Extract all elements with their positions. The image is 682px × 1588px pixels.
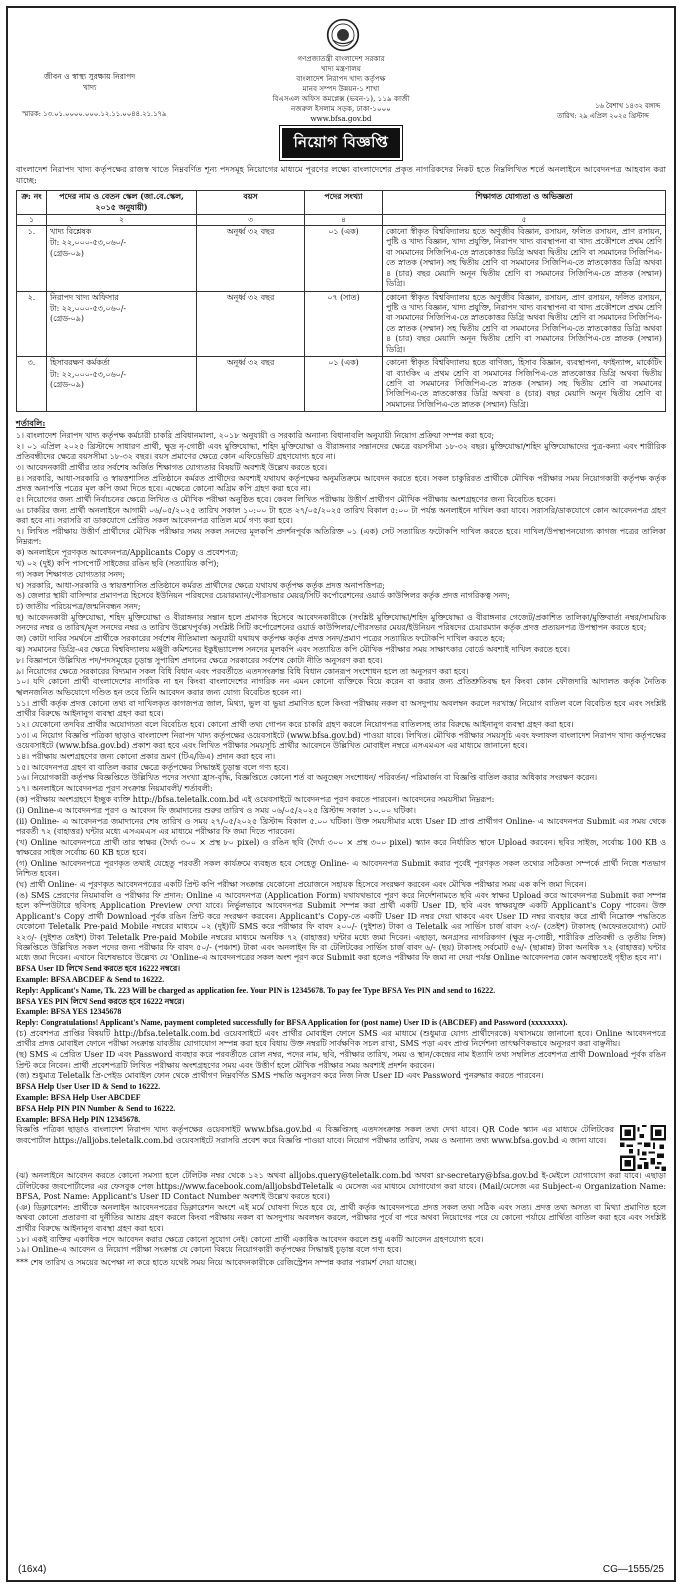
online-rule: (গ) Online আবেদনপত্রে পূরণকৃত তথ্যই যেহেতু পরবর্তী সকল কার্যক্রমে ব্যবহৃত হবে সেহেতু Online- এ আবেদনপত্র Submit করার পূর্বেই পূরণকৃত সকল তথ্যের সঠিকতা সম্পর্কে প্রার্থী নিজে শতভাগ নিশ্চিত হবেন। xyxy=(16,859,666,879)
ad-size: (16x4) xyxy=(18,1563,47,1575)
intro-paragraph: বাংলাদেশ নিরাপদ খাদ্য কর্তৃপক্ষের রাজস্ব খাতে নিম্নবর্ণিত শূন্য পদসমূহ নিয়োগের মাধ্যমে পূরণের লক্ষ্যে বাংলাদেশের প্রকৃত নাগরিকদের নিকট হতে নিম্নলিখিত শর্তে অনলাইনে আবেদনপত্র আহবান করা যাচ্ছে: xyxy=(16,163,666,185)
condition-item: ১০। যদি কোনো প্রার্থী বাংলাদেশের নাগরিক না হন কিংবা বাংলাদেশের নাগরিক নন এমন কোনো ব্যক্তিকে বিয়ে করেন বা করার জন্য প্রতিশ্রুতিবদ্ধ হন কিংবা কোন ফৌজদারি আদালত কর্তৃক নৈতিক স্খলনজনিত অভিযোগে দণ্ডিত হন তবে তিনি আবেদন করার জন্য যোগ্য বিবেচিত হবেন না। xyxy=(16,677,666,697)
government-seal-icon xyxy=(326,18,360,52)
online-rule: (i) Online-এ আবেদনপত্র পূরণ ও আবেদন ফি জমাদানের শুরুর তারিখ ও সময় ০৬/০৫/২০২৫ খ্রিস্টাব্দ সকাল ১০.০০ ঘটিকা। xyxy=(16,805,416,815)
condition-item: ১৪। পরীক্ষায় অংশগ্রহণের জন্য কোনো প্রকার ভ্রমণ (টিএ/ডিএ) প্রদান করা হবে না। xyxy=(16,751,276,761)
col-post: পদের নাম ও বেতন স্কেল (জা.বে.স্কেল, ২০১৫ অনুযায়ী) xyxy=(47,191,197,215)
sms-example: Reply: Congratulations! Applicant's Name, payment completed successfully for BFSA Application for (post name) User ID is (ABCDEF) and Password (xxxxxxxx). xyxy=(16,1018,568,1028)
vacancy-table: ক্র: নং পদের নাম ও বেতন স্কেল (জা.বে.স্কেল, ২০১৫ অনুযায়ী) বয়স পদের সংখ্যা শিক্ষাগত যোগ্যতা ও অভিজ্ঞতা ১ ২ ৩ ৪ ৫ ১. খাদ্য বিশ্লেষক টা: ২২,০০০-৫৩,০৬০/- (গ্রেড-০৯) অনূর্ধ্ব ৩২ বছর ০১ (এক) কোনো স্বীকৃত বিশ্ববিদ্যালয় হতে অণুজীব বিজ্ঞান, রসায়ন, ফলিত রসায়ন, প্রাণ রসায়ন, পুষ্টি ও খাদ্য বিজ্ঞান, খাদ্য প্রযুক্তি, নিরাপদ খাদ্য ব্যবস্থাপনা বা খাদ্য প্রকৌশলে প্রথম শ্রেণি বা সমমানের সিজিপিএ-তে স্নাতকোত্তর ডিগ্রি অথবা দ্বিতীয় শ্রেণি বা সমমানের সিজিপিএ-তে স্নাতক (সম্মান) সহ দ্বিতীয় শ্রেণি বা সমমানের সিজিপিএ-তে স্নাতকোত্তর ডিগ্রি অথবা ৪ (চার) বছর মেয়াদি অনূন দ্বিতীয় শ্রেণি বা সমমানের সিজিপিএ-তে স্নাতক (সম্মান) ডিগ্রি। ২. নিরাপদ খাদ্য অফিসার টা: ২২,০০০-৫৩,০৬০/- (গ্রেড-০৯) অনূর্ধ্ব ৩২ বছর ০৭ (সাত) কোনো স্বীকৃত বিশ্ববিদ্যালয় হতে অণুজীব বিজ্ঞান, রসায়ন, প্রাণ রসায়ন, ফলিত রসায়ন, পুষ্টি ও খাদ্য বিজ্ঞান, খাদ্য প্রযুক্তি, নিরাপদ খাদ্য ব্যবস্থাপনা বা খাদ্য প্রকৌশলে প্রথম শ্রেণি বা সমমানের সিজিপিএ-তে স্নাতকোত্তর ডিগ্রি অথবা দ্বিতীয় শ্রেণি বা সমমানের সিজিপিএ-তে স্নাতক (সম্মান) সহ দ্বিতীয় শ্রেণি বা সমমানের সিজিপিএ-তে স্নাতকোত্তর ডিগ্রি অথবা ৪ (চার) বছর মেয়াদি অনূন দ্বিতীয় শ্রেণি বা সমমানের সিজিপিএ-তে স্নাতক (সম্মান) ডিগ্রি। ৩. হিসাবরক্ষণ কর্মকর্তা টা: ২২,০০০-৫৩,০৬০/- (গ্রেড-০৯) অনূর্ধ্ব ৩২ বছর ০১ (এক) কোনো স্বীকৃত বিশ্ববিদ্যালয় হতে বাণিজ্য, হিসাব বিজ্ঞান, ব্যবস্থাপনা, ফাইন্যান্স, মার্কেটিং বা ব্যাংকিং এ প্রথম শ্রেণি বা সমমানের সিজিপিএ-তে স্নাতকোত্তর ডিগ্রি অথবা দ্বিতীয় শ্রেণি বা সমমানের সিজিপিএ-তে স্নাতক (সম্মান) সহ দ্বিতীয় শ্রেণি বা সমমানের সিজিপিএ-তে স্নাতকোত্তর ডিগ্রি অথবা ৪ (চার) বছর মেয়াদি অনূন দ্বিতীয় শ্রেণি বা সমমানের সিজিপিএ-তে স্নাতক (সম্মান) ডিগ্রি। xyxy=(16,190,666,412)
notice-frame xyxy=(6,6,676,1582)
condition-item: ১২। যেকোনো তদবির প্রার্থীর অযোগ্যতা বলে বিবেচিত হবে। কোনো প্রার্থী তথ্য গোপন করে চাকরি গ্রহণ করলে নিয়োগপত্র বাতিলসহ তার বিরুদ্ধে আইনানুগ ব্যবস্থা গ্রহণ করা হবে। xyxy=(16,719,574,729)
closing-note: *** শেষ তারিখ ও সময়ের অপেক্ষা না করে হাতে যথেষ্ট সময় নিয়ে আবেদনকারীকে রেজিস্ট্রেশন সম্পন্ন করার পরামর্শ দেয়া যাচ্ছে। xyxy=(16,1257,417,1267)
condition-item: ২। ০১ এপ্রিল ২০২৫ খ্রিস্টাব্দে সাধারণ প্রার্থী, ক্ষুদ্র নৃ-গোষ্ঠী এবং মুক্তিযোদ্ধা, শহিদ মুক্তিযোদ্ধা ও বীরাঙ্গনার সন্তানদের ক্ষেত্রে বয়সসীমা ১৮-৩২ বছর। মুক্তিযোদ্ধা/শহিদ মুক্তিযোদ্ধাদের পুত্র-কন্যা এবং শারীরিক প্রতিবন্ধীদের ক্ষেত্রে বয়সসীমা ১৮-৩২ বছর। বয়স প্রমাণের ক্ষেত্রে কোন এফিডেভিট গ্রহণযোগ্য হবে না। xyxy=(16,441,666,462)
conditions-list xyxy=(16,431,666,1268)
condition-item: ১৫। আবেদনপত্র গ্রহণ বা বাতিল করার ক্ষেত্রে কর্তৃপক্ষের সিদ্ধান্তই চূড়ান্ত বলে গণ্য হবে। xyxy=(16,762,289,772)
memo-number: স্মারক: ১৩.০১.০০০০.০০০.১২.১১.০০৪৪.২১.১৭৯ xyxy=(22,110,167,118)
col-count: পদের সংখ্যা xyxy=(305,191,383,215)
condition-item: ১৭। অনলাইনে আবেদনপত্র পূরণ সংক্রান্ত নিয়মাবলী/ শর্তাবলী: xyxy=(16,784,213,794)
notice-date: ১৬ বৈশাখ ১৪৩২ বঙ্গাব্দ তারিখ: ২৯ এপ্রিল ২০২৫ খ্রিস্টাব্দ xyxy=(557,102,660,120)
condition-item: ১। বাংলাদেশ নিরাপদ খাদ্য কর্তৃপক্ষ কর্মচারী চাকরি প্রবিধানমালা, ২০১৮ অনুযায়ী ও সরকারি অন্যান্য বিধানাবলি অনুযায়ী নিয়োগ প্রক্রিয়া সম্পন্ন করা হবে; xyxy=(16,431,494,441)
online-rule: (ঝ) অনলাইনে আবেদন করতে কোনো সমস্যা হলে টেলিটক নম্বর থেকে ১২১ অথবা alljobs.query@teletalk.com.bd অথবা sr-secretary@bfsa.gov.bd ই-মেইলে যোগাযোগ করা যাবে। এছাড়া টেলিটকের জবপোর্টালের এর ফেসবুক পেজ https://www.facebook.com/alljobsbdTeletalk এ মেসেজ এর মাধ্যমে যোগাযোগ করা যাবে। (Mail/মেসেজ এর Subject-এ Organization Name: BFSA, Post Name: Applicant's User ID Contact Number অবশ্যই উল্লেখ করতে হবে।) xyxy=(16,1171,666,1202)
help-example: BFSA Help User User ID & Send to 16222. xyxy=(16,1082,161,1092)
condition-item: ছ) আবেদনকারী মুক্তিযোদ্ধা, শহিদ মুক্তিযোদ্ধা ও বীরাঙ্গনার সন্তান হলে প্রমাণক হিসেবে আবেদনকারীকে (সংশ্লিষ্ট মুক্তিযোদ্ধা/শহিদ মুক্তিযোদ্ধা ও বীরাঙ্গনার গেজেট/প্রকাশিত তালিকা/মুক্তিবার্তা নম্বর/সাময়িক সনদের নম্বর ও তারিখ/মূল সনদের নম্বর ও তারিখ উল্লেখপূর্বক) সংশ্লিষ্ট সিটি কর্পোরেশনের ওয়ার্ড কাউন্সিলর/পৌরসভার মেয়র/ইউনিয়ন পরিষদের চেয়ারম্যান কর্তৃক প্রদত্ত প্রত্যয়নপত্র উপস্থাপন করতে হবে; xyxy=(16,613,666,633)
condition-item: চ) জাতীয় পরিচয়পত্র/জন্মনিবন্ধন সনদ; xyxy=(16,602,141,612)
condition-item: ১৩। এ নিয়োগ বিজ্ঞপ্তি পত্রিকা ছাড়াও বাংলাদেশ নিরাপদ খাদ্য কর্তৃপক্ষের ওয়েবসাইটে (www.bfsa.gov.bd) পাওয়া যাবে। লিখিত। মৌখিক পরীক্ষার সময়সূচি এবং ফলাফল বাংলাদেশ নিরাপদ খাদ্য কর্তৃপক্ষের ওয়েবসাইটে (www.bfsa.gov.bd) প্রকাশ করা হবে এবং লিখিত পরীক্ষার সময়সূচি প্রার্থীর আবেদনে উল্লিখিত মোবাইল নম্বরে এসএমএস এর মাধ্যমে জানানো হবে। xyxy=(16,730,666,751)
condition-item: ১১। প্রার্থী কর্তৃক প্রদত্ত কোনো তথ্য বা দাখিলকৃত কাগজপত্র জাল, মিথ্যা, ভুল বা ভুয়া প্রমাণিত হলে কিংবা পরীক্ষায় নকল বা অসদুপায় অবলম্বন করলে দরখাস্ত/ নিয়োগ বাতিল বলে বিবেচিত হবে এবং সংশ্লিষ্ট প্রার্থীর বিরুদ্ধে আইনানুগ ব্যবস্থা গ্রহণ করা হবে। xyxy=(16,698,666,719)
online-rule: (ছ) SMS এ প্রেরিত User ID এবং Password ব্যবহার করে পরবর্তীতে রোল নম্বর, পদের নাম, ছবি, পরীক্ষার তারিখ, সময় ও স্থান/কেন্দ্রের নাম ইত্যাদি তথ্য সম্বলিত প্রবেশপত্র প্রার্থী Download পূর্বক রঙিন প্রিন্ট করে নিবেন। প্রার্থী প্রবেশপত্রটি লিখিত পরীক্ষায় অংশগ্রহণের সময় এবং উত্তীর্ণ হলে মৌখিক পরীক্ষার সময় অবশ্যই প্রদর্শন করবেন। xyxy=(16,1050,666,1070)
website[interactable]: www.bfsa.gov.bd xyxy=(310,113,372,123)
qr-code-icon[interactable] xyxy=(620,1125,666,1171)
online-rule: (চ) প্রবেশপত্র প্রাপ্তির বিষয়টি http://bfsa.teletalk.com.bd ওয়েবসাইটে এবং প্রার্থীর মোবাইল ফোনে SMS এর মাধ্যমে (শুধুমাত্র যোগ্য প্রার্থীদেরকে) যথাসময়ে জানানো হবে। Online আবেদনপত্রে প্রার্থীর প্রদত্ত মোবাইল ফোনে পরীক্ষা সংক্রান্ত যাবতীয় যোগাযোগ সম্পন্ন করা হবে বিধায় উক্ত নম্বরটি সার্বক্ষণিক সচল রাখা, SMS পড়া এবং প্রাপ্ত নির্দেশনা তাৎক্ষণিকভাবে অনুসরণ করা বাঞ্ছনীয়। xyxy=(16,1029,666,1049)
help-example: Example: BFSA Help User ABCDEF xyxy=(16,1093,141,1103)
condition-item: ১৬। নিয়োগকারী কর্তৃপক্ষ বিজ্ঞপ্তিতে উল্লিখিত পদের সংখ্যা হ্রাস-বৃদ্ধি, বিজ্ঞপ্তিতে কোনো শর্ত বা অনুচ্ছেদ সংশোধন/ পরিবর্তন/ পরিমার্জন বা বিজ্ঞপ্তি বাতিল করার অধিকার সংরক্ষণ করেন। xyxy=(16,773,598,783)
sms-example: BFSA User ID লিখে Send করতে হবে 16222 নম্বরে। xyxy=(16,964,181,974)
ad-code: CG—1555/25 xyxy=(602,1563,664,1575)
condition-item: খ) ০২ (দুই) কপি পাসপোর্ট সাইজের রঙিন ছবি (সত্যায়িত কপি); xyxy=(16,559,219,569)
condition-item: ৪। সরকারি, আধা-সরকারি ও স্বায়ত্তশাসিত প্রতিষ্ঠানে কর্মরত প্রার্থীদের অবশ্যই যথাযথ কর্তৃপক্ষের অনুমতিক্রমে আবেদন করতে হবে। সকল চাকুরিরত প্রার্থীকে মৌখিক পরীক্ষার সময় নিয়োগকারী কর্তৃপক্ষ কর্তৃক প্রদত্ত অনাপত্তি পত্রের মূল কপি জমা দিতে হবে। এক্ষেত্রে কোনো অগ্রিম কপি গ্রহণ করা হবে না। xyxy=(16,473,666,494)
sms-example: Reply: Applicant's Name, Tk. 223 Will be charged as application fee. Your PIN is 12345678. To pay fee Type BFSA Yes PIN and send to 16222. xyxy=(16,985,496,995)
condition-item: গ) সকল শিক্ষাগত যোগ্যতার সনদ; xyxy=(16,569,126,579)
condition-item: ক) অনলাইনে পূরণকৃত আবেদনপত্র/Applicants Copy ও প্রবেশপত্র; xyxy=(16,548,239,558)
condition-item: ঘ) সরকারি, আধা-সরকারি ও স্বায়ত্তশাসিত প্রতিষ্ঠানে কর্মরত প্রার্থীদের ক্ষেত্রে যথাযথ কর্তৃপক্ষ কর্তৃক প্রদত্ত অনাপত্তিপত্র; xyxy=(16,580,385,590)
online-rule: (ঞ) ডিক্লারেশন: প্রার্থীকে অনলাইন আবেদনপত্রের ডিক্লারেশন অংশে এই মর্মে ঘোষণা দিতে হবে যে, প্রার্থী কর্তৃক আবেদনপত্রে প্রদত্ত সকল তথ্য সঠিক এবং সত্য। প্রদত্ত তথ্য অসত্য বা মিথ্যা প্রমাণিত হলে অথবা কোনো প্রতারণা বা দুর্নীতির আশ্রয় গ্রহণ করলে কিংবা পরীক্ষায় নকল বা অসদুপায় অবলম্বন করলে, পরীক্ষার পূর্বে বা পরে অথবা নিয়োগের পরে যে কোনো পর্যায়ে প্রার্থিতা বাতিল করা হবে এবং সংশ্লিষ্ট প্রার্থীর বিরুদ্ধে আইনানুগ ব্যবস্থা গ্রহণ করা হবে। xyxy=(16,1203,666,1233)
condition-item: ১৯। Online-এ আবেদন ও নিয়োগ পরীক্ষা সংক্রান্ত যে কোনো বিষয়ে নিয়োগকারী কর্তৃপক্ষের সিদ্ধান্তই চূড়ান্ত বলে গণ্য হবে। xyxy=(16,1245,402,1255)
help-example: BFSA Help PIN PIN Number & Send to 16222. xyxy=(16,1103,176,1113)
condition-item: ৮। বিজ্ঞাপনে উল্লিখিত পদ/পদসমূহের চূড়ান্ত সুপারিশ প্রদানের ক্ষেত্রে সরকারের সর্বশেষ কোটা নীতি অনুসরণ করা হবে। xyxy=(16,655,383,665)
col-qualification: শিক্ষাগত যোগ্যতা ও অভিজ্ঞতা xyxy=(383,191,666,215)
condition-item: ৯। নিয়োগের ক্ষেত্রে সরকারের বিদ্যমান সকল বিধি বিধান এবং পরবর্তীতে এতদসংক্রান্ত বিধি বিধান কোনরূপ সংশোধন হলে তা অনুসরণ করা হবে। xyxy=(16,666,469,676)
col-age: বয়স xyxy=(197,191,305,215)
online-rule: (ঙ) SMS প্রেরণের নিয়মাবলি ও পরীক্ষার ফি প্রদান: Online এ আবেদনপত্র (Application Form) যথাযথভাবে পূরণ করে নির্দেশনামতে ছবি এবং স্বাক্ষর Upload করে আবেদনপত্র Submit করা সম্পন্ন হলে কম্পিউটারে ছবিসহ Application Preview দেখা যাবে। নির্ভুলভাবে আবেদনপত্র Submit সম্পন্ন করা প্রার্থী একটি User ID, ছবি এবং স্বাক্ষরযুক্ত একটি Applicant's Copy পাবেন। উক্ত Applicant's Copy প্রার্থী Download পূর্বক রঙিন প্রিন্ট করে সংরক্ষণ করবেন। Applicant's Copy-তে একটি User ID নম্বর দেয়া থাকবে এবং User ID নম্বর ব্যবহার করে প্রার্থী নিম্নোক্ত পদ্ধতিতে যেকোনো Teletalk Pre-paid Mobile নম্বরের মাধ্যমে ০২ (দুই)টি SMS করে পরীক্ষার ফি বাবদ ২০০/- (দুইশত) টাকা ও Teletalk এর সার্ভিস চার্জ বাবদ ২৩/- (তেইশ) টাকাসহ (অফেরতযোগ্য) মোট ২২৩/- (দুইশত তেইশ) টাকা Teletalk Pre-paid Mobile নম্বরের মাধ্যমে অনধিক ৭২ (বাহাত্তর) ঘন্টার মধ্যে জমা দিবেন। এছাড়া, অনগ্রসর নাগরিকগণ (ক্ষুদ্র নৃ-গোষ্ঠী, শারীরিক প্রতিবন্ধী ও তৃতীয় লিঙ্গ) বিজ্ঞপ্তিতে উল্লিখিত সকল পদের জন্য পরীক্ষার ফি বাবদ ৫০/- (পঞ্চাশ) টাকা এবং অনলাইন ফি বা টেলিটকের সার্ভিস চার্জ বাবদ ৬/- (ছয়) টাকাসহ সর্বমোট ৫৬/- (ছাপ্পান্ন) টাকা অনধিক ৭২ (বাহাত্তর) ঘন্টার মধ্যে জমা দিবেন। এখানে বিশেষভাবে উল্লেখ্য যে 'Online-এ আবেদনপত্রের সকল অংশ পূরণ করে Submit করা হলেও পরীক্ষার ফি জমা না দেয়া পর্যন্ত Online আবেদনপত্র কোন অবস্থাতেই গৃহীত হবে না'। xyxy=(16,891,666,963)
office-address: গণপ্রজাতন্ত্রী বাংলাদেশ সরকার খাদ্য মন্ত্রণালয় বাংলাদেশ নিরাপদ খাদ্য কর্তৃপক্ষ মানব সম্পদ উন্নয়ন-১ শাখা বিএসএল অফিস কমপ্লেক্স (ভবন-১), ১১৯ কাজী নজরুল ইসলাম সড়ক, ঢাকা-১০০০ www.bfsa.gov.bd xyxy=(226,54,456,124)
condition-item: ৭। লিখিত পরীক্ষায় উত্তীর্ণ প্রার্থীদের মৌখিক পরীক্ষার সময় সকল সনদের মূলকপি প্রদর্শনপূর্বক অতিরিক্ত ০১ (এক) সেট সত্যায়িত ফটোকপি দাখিল করতে হবে। দাখিল/উপস্থাপনযোগ্য কাগজ পত্রের তালিকা নিম্নরূপ: xyxy=(16,527,666,547)
sms-example: BFSA YES PIN লিখে Send করতে হবে 16222 নম্বরে। xyxy=(16,996,185,1006)
help-example: Example: BFSA Help PIN 12345678. xyxy=(16,1114,141,1124)
online-rule: (ii) Online- এ আবেদনপত্র জমাদানের শেষ তারিখ ও সময় ২৭/০৫/২০২৫ খ্রিস্টাব্দ বিকাল ৫.০০ ঘটিকা। উক্ত সময়সীমার মধ্যে User ID প্রাপ্ত প্রার্থীগণ Online- এ আবেদনপত্র Submit এর সময় থেকে পরবর্তী ৭২ (বাহাত্তর) ঘন্টার মধ্যে এসএমএস এর মাধ্যমে পরীক্ষার ফি জমা দিতে পারবেন। xyxy=(16,816,666,837)
footer xyxy=(18,1563,664,1576)
condition-item: ৩। আবেদনকারী প্রার্থীর তার সর্বশেষ অর্জিত শিক্ষাগত যোগ্যতার বিষয়টি অবশ্যই উল্লেখ করতে হবে। xyxy=(16,463,328,473)
condition-item: জ) কোটা দাবির সমর্থনে প্রার্থীকে সরকারের সর্বশেষ নীতিমালা অনুযায়ী যথাযথ কর্তৃপক্ষ কর্তৃক প্রদত্ত সনদ/প্রমাণ পত্রের সত্যায়িত ফটোকপি দাখিল করতে হবে; xyxy=(16,634,506,644)
table-row: ১. খাদ্য বিশ্লেষক টা: ২২,০০০-৫৩,০৬০/- (গ্রেড-০৯) অনূর্ধ্ব ৩২ বছর ০১ (এক) কোনো স্বীকৃত বিশ্ববিদ্যালয় হতে অণুজীব বিজ্ঞান, রসায়ন, ফলিত রসায়ন, প্রাণ রসায়ন, পুষ্টি ও খাদ্য বিজ্ঞান, খাদ্য প্রযুক্তি, নিরাপদ খাদ্য ব্যবস্থাপনা বা খাদ্য প্রকৌশলে প্রথম শ্রেণি বা সমমানের সিজিপিএ-তে স্নাতকোত্তর ডিগ্রি অথবা দ্বিতীয় শ্রেণি বা সমমানের সিজিপিএ-তে স্নাতক (সম্মান) সহ দ্বিতীয় শ্রেণি বা সমমানের সিজিপিএ-তে স্নাতকোত্তর ডিগ্রি অথবা ৪ (চার) বছর মেয়াদি অনূন দ্বিতীয় শ্রেণি বা সমমানের সিজিপিএ-তে স্নাতক (সম্মান) ডিগ্রি। xyxy=(17,226,666,292)
slogan: জীবন ও স্বাস্থ্য সুরক্ষায় নিরাপদ খাদ্য xyxy=(44,72,136,92)
condition-item: ৬। চাকরির জন্য প্রার্থী অনলাইনে আগামী ০৬/০৫/২০২৫ তারিখ সকাল ১০:০০ টা হতে ২৭/০৫/২০২৫ তারিখ বিকাল ৫:০০ টা পর্যন্ত অনলাইনে দাখিল করা যাবে। সরাসরি/ডাকযোগে কোন আবেদনপত্র গ্রহণ করা হবে না। সরাসরি বা ডাকযোগে প্রেরিত সকল আবেদনপত্র বাতিল মর্মে গণ্য করা হবে। xyxy=(16,505,666,526)
letterhead xyxy=(16,14,666,122)
condition-item: ১৮। একই ব্যক্তির একাধিক পদে আবেদন করার ক্ষেত্রে কোনো সুযোগ নেই। কোনো প্রার্থী একাধিক আবেদন করলে শুধু একটি আবেদন গ্রহণযোগ্য হবে। xyxy=(16,1234,484,1244)
table-row: ২. নিরাপদ খাদ্য অফিসার টা: ২২,০০০-৫৩,০৬০/- (গ্রেড-০৯) অনূর্ধ্ব ৩২ বছর ০৭ (সাত) কোনো স্বীকৃত বিশ্ববিদ্যালয় হতে অণুজীব বিজ্ঞান, রসায়ন, প্রাণ রসায়ন, ফলিত রসায়ন, পুষ্টি ও খাদ্য বিজ্ঞান, খাদ্য প্রযুক্তি, নিরাপদ খাদ্য ব্যবস্থাপনা বা খাদ্য প্রকৌশলে প্রথম শ্রেণি বা সমমানের সিজিপিএ-তে স্নাতকোত্তর ডিগ্রি অথবা দ্বিতীয় শ্রেণি বা সমমানের সিজিপিএ-তে স্নাতক (সম্মান) সহ দ্বিতীয় শ্রেণি বা সমমানের সিজিপিএ-তে স্নাতকোত্তর ডিগ্রি অথবা ৪ (চার) বছর মেয়াদি অনূন দ্বিতীয় শ্রেণি বা সমমানের সিজিপিএ-তে স্নাতক (সম্মান) ডিগ্রি। xyxy=(17,291,666,357)
conditions-heading: শর্তাবলি: xyxy=(16,418,46,429)
condition-item: ঝ) সমমানের ডিগ্রি-এর ক্ষেত্রে বিশ্ববিদ্যালয় মঞ্জুরী কমিশনের ইকুইভ্যালেন্স সনদের মূলকপি এবং সত্যায়িত কপি মৌখিক পরীক্ষার সময় সাক্ষাৎকার বোর্ডে অবশ্যই দাখিল করতে হবে। xyxy=(16,645,570,655)
sms-example: Example: BFSA ABCDEF & Send to 16222. xyxy=(16,975,165,985)
condition-item: ঙ) জেলার স্থায়ী বাসিন্দার প্রমাণপত্র হিসেবে ইউনিয়ন পরিষদের চেয়ারম্যান/পৌরসভার মেয়র/সিটি কর্পোরেশনের ওয়ার্ড কাউন্সিলর কর্তৃক প্রদত্ত নাগরিকত্ব সনদ; xyxy=(16,591,510,601)
qr-paragraph: বিজ্ঞপ্তি পত্রিকা ছাড়াও বাংলাদেশ নিরাপদ খাদ্য কর্তৃপক্ষের ওয়েবসাইট www.bfsa.gov.bd এ বিজ্ঞপ্তিসহ এতদসংক্রান্ত সকল তথ্য দেখা যাবে। QR Code স্ক্যান এর মাধ্যমে টেলিটকের জবপোর্টাল https://alljobs.teletalk.com.bd ওয়েবসাইটে সরাসরি প্রবেশ করে বিজ্ঞপ্তি পাওয়া যাবে। নিয়োগ পরীক্ষার তারিখ, সময় ও অন্যান্য তথ্য www.bfsa.gov.bd এ জানা যাবে। xyxy=(16,1125,614,1145)
page-title: নিয়োগ বিজ্ঞপ্তি xyxy=(282,128,401,158)
col-serial: ক্র: নং xyxy=(17,191,47,215)
online-rule: (ক) পরীক্ষায় অংশগ্রহণে ইচ্ছুক ব্যক্তি http://bfsa.teletalk.com.bd এই ওয়েবসাইটে আবেদনপত্র পূরণ করতে পারবেন। আবেদনের সময়সীমা নিম্নরূপ: xyxy=(16,795,495,805)
online-rule: (খ) Online আবেদনপত্রে প্রার্থী তার স্বাক্ষর (দৈর্ঘ্য ৩০০ × প্রস্থ ৮০ pixel) ও রঙিন ছবি (দৈর্ঘ্য ৩০০ × প্রস্থ ৩০০ pixel) স্ক্যান করে নির্ধারিত স্থানে Upload করবেন। ছবির সাইজ, সর্বোচ্চ 100 KB ও স্বাক্ষরের সাইজ সর্বোচ্চ 60 KB হতে হবে। xyxy=(16,837,666,858)
table-row: ৩. হিসাবরক্ষণ কর্মকর্তা টা: ২২,০০০-৫৩,০৬০/- (গ্রেড-০৯) অনূর্ধ্ব ৩২ বছর ০১ (এক) কোনো স্বীকৃত বিশ্ববিদ্যালয় হতে বাণিজ্য, হিসাব বিজ্ঞান, ব্যবস্থাপনা, ফাইন্যান্স, মার্কেটিং বা ব্যাংকিং এ প্রথম শ্রেণি বা সমমানের সিজিপিএ-তে স্নাতকোত্তর ডিগ্রি অথবা দ্বিতীয় শ্রেণি বা সমমানের সিজিপিএ-তে স্নাতক (সম্মান) সহ দ্বিতীয় শ্রেণি বা সমমানের সিজিপিএ-তে স্নাতকোত্তর ডিগ্রি অথবা ৪ (চার) বছর মেয়াদি অনূন দ্বিতীয় শ্রেণি বা সমমানের সিজিপিএ-তে স্নাতক (সম্মান) ডিগ্রি। xyxy=(17,357,666,412)
online-rule: (জ) শুধুমাত্র Teletalk প্রি-পেইড মোবাইল ফোন থেকে প্রার্থীগণ নিম্নবর্ণিত SMS পদ্ধতি অনুসরণ করে নিজ নিজ User ID এবং Password পুনরুদ্ধার করতে পারবেন। xyxy=(16,1071,544,1081)
condition-item: ৫। নিয়োগের জন্য প্রার্থী নির্বাচনের ক্ষেত্রে লিখিত ও মৌখিক পরীক্ষা অনুষ্ঠিত হবে। কেবল লিখিত পরীক্ষায় উত্তীর্ণ প্রার্থীগণ মৌখিক পরীক্ষায় অংশগ্রহণের জন্য বিবেচিত হবেন। xyxy=(16,495,556,505)
qr-section xyxy=(16,1125,666,1171)
sms-example: Example: BFSA YES 12345678 xyxy=(16,1007,122,1017)
online-rule: (ঘ) প্রার্থী Online- এ পূরণকৃত আবেদনপত্রের একটি প্রিন্ট কপি পরীক্ষা সংক্রান্ত যেকোনো প্রয়োজনে সহায়ক হিসেবে সংরক্ষণ করবেন এবং মৌখিক পরীক্ষার সময় এক কপি জমা দিবেন। xyxy=(16,880,587,890)
